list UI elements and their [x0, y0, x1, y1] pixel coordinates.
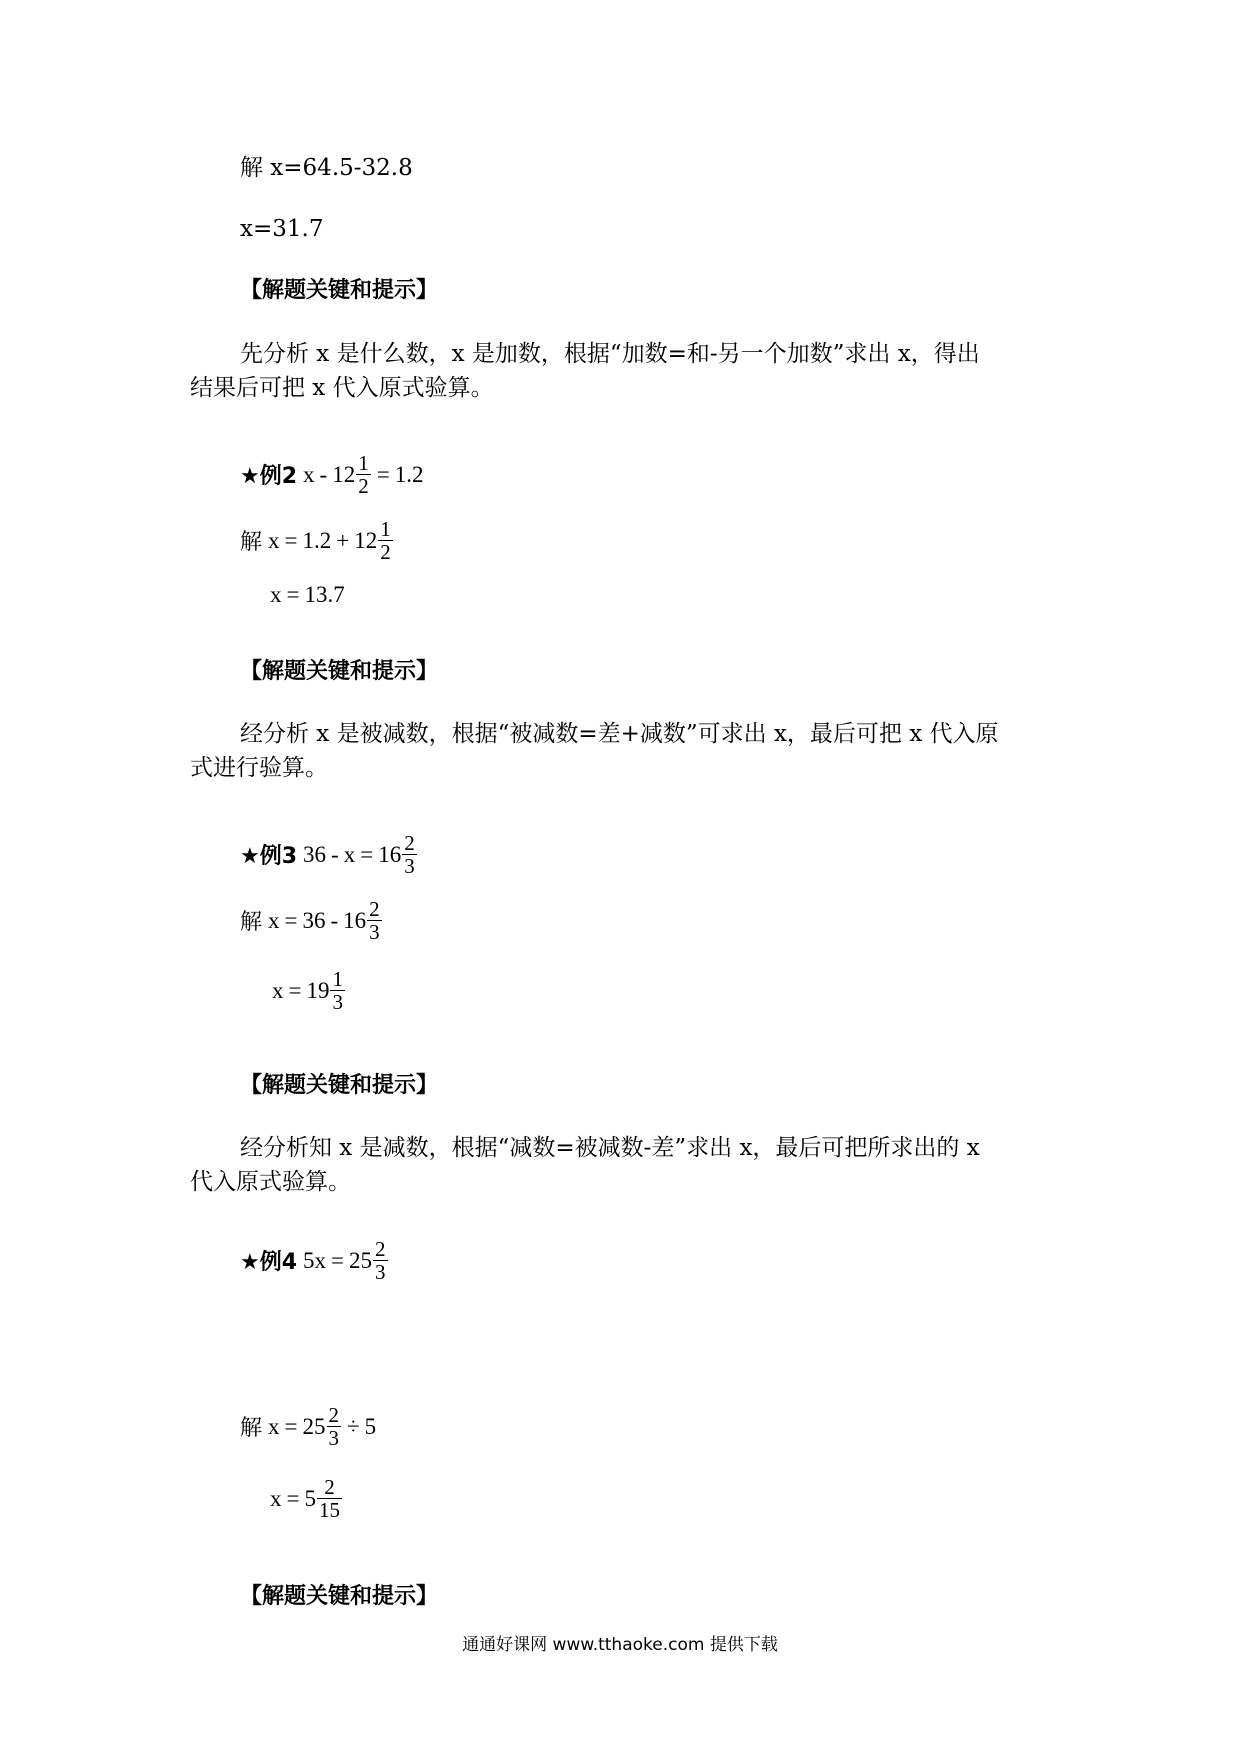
hint3-line2: 代入原式验算。 — [190, 1169, 351, 1195]
hint-heading-1: 【解题关键和提示】 — [240, 278, 439, 303]
ex2-solution: 解 x = 1.2 + 12 $\frac{1}{2}$ — [240, 517, 391, 564]
ex4-equation: ★例4 5x = 25 $\frac{2}{3}$ — [240, 1237, 386, 1284]
fraction: $\frac{1}{2}$ — [358, 451, 369, 498]
ex3-solution: 解 x = 36 - 16 $\frac{2}{3}$ — [240, 897, 380, 944]
ex3-label: ★例3 — [240, 844, 298, 869]
ex4-solution: 解 x = 25 $\frac{2}{3}$ ÷ 5 — [240, 1403, 377, 1450]
hint2-line1: 经分析 x 是被减数，根据“被减数=差+减数”可求出 x，最后可把 x 代入原 — [240, 721, 999, 747]
ex2-result: x = 13.7 — [270, 582, 345, 607]
fraction: $\frac{2}{15}$ — [318, 1475, 340, 1522]
fraction: $\frac{2}{3}$ — [328, 1403, 339, 1450]
hint1-line1: 先分析 x 是什么数，x 是加数，根据“加数=和-另一个加数”求出 x，得出 — [240, 341, 980, 367]
ex3-result: x = 19 $\frac{1}{3}$ — [272, 967, 343, 1014]
hint-heading-4: 【解题关键和提示】 — [240, 1584, 439, 1609]
ex2-equation: ★例2 x - 12 $\frac{1}{2}$ = 1.2 — [240, 451, 424, 498]
hint3-line1: 经分析知 x 是减数，根据“减数=被减数-差”求出 x，最后可把所求出的 x — [240, 1135, 980, 1161]
hint-heading-2: 【解题关键和提示】 — [240, 659, 439, 684]
fraction: $\frac{2}{3}$ — [375, 1237, 386, 1284]
page-footer: 通通好课网 www.tthaoke.com 提供下载 — [462, 1635, 778, 1655]
fraction: $\frac{2}{3}$ — [404, 831, 415, 878]
ex3-equation: ★例3 36 - x = 16 $\frac{2}{3}$ — [240, 831, 415, 878]
ex2-label: ★例2 — [240, 464, 298, 489]
ex4-label: ★例4 — [240, 1250, 298, 1275]
ex1-solution-line1: 解 x=64.5-32.8 — [240, 155, 413, 181]
hint1-line2: 结果后可把 x 代入原式验算。 — [190, 375, 494, 401]
fraction: $\frac{2}{3}$ — [369, 897, 380, 944]
hint2-line2: 式进行验算。 — [190, 755, 328, 781]
hint-heading-3: 【解题关键和提示】 — [240, 1073, 439, 1098]
ex4-result: x = 5 $\frac{2}{15}$ — [270, 1475, 340, 1522]
ex1-solution-line2: x=31.7 — [240, 216, 324, 242]
fraction: $\frac{1}{2}$ — [380, 517, 391, 564]
fraction: $\frac{1}{3}$ — [332, 967, 343, 1014]
